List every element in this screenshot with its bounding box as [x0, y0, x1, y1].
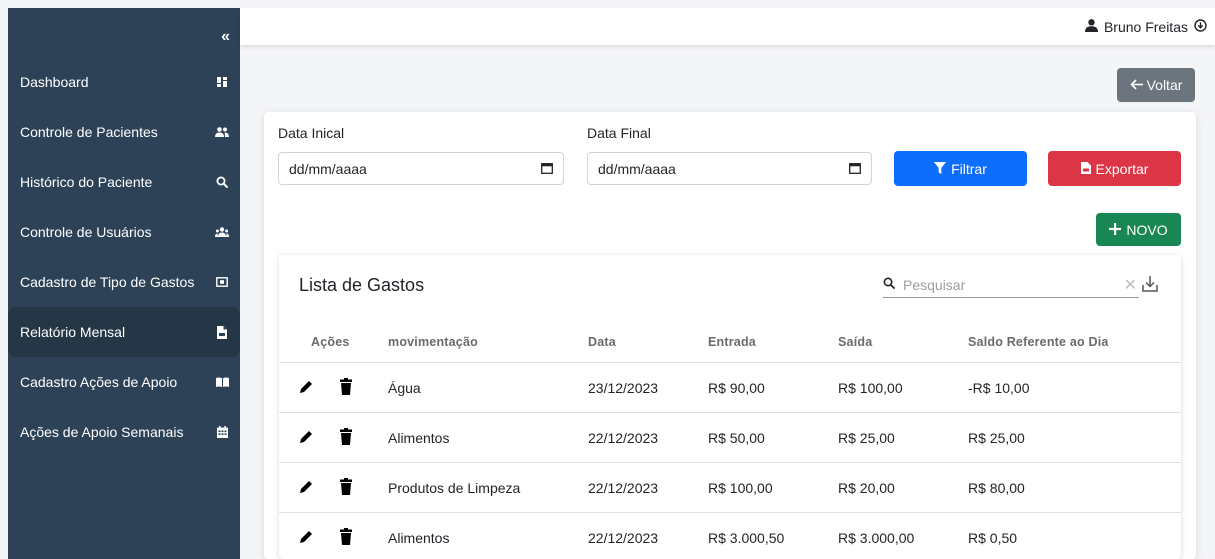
cell-saldo: -R$ 10,00: [968, 380, 1030, 396]
edit-icon[interactable]: [298, 378, 314, 400]
calendar-icon[interactable]: [541, 161, 553, 177]
table-row: [279, 413, 1181, 463]
cell-data: 22/12/2023: [588, 480, 659, 496]
table-header: [279, 321, 1181, 363]
book-icon: [214, 374, 230, 390]
sidebar-item-label: Controle de Pacientes: [20, 124, 158, 140]
user-name: Bruno Freitas: [1103, 19, 1188, 35]
trash-icon[interactable]: [340, 378, 352, 400]
sidebar-item-cadastro-acoes-apoio[interactable]: [8, 357, 240, 407]
filter-button[interactable]: [894, 151, 1027, 186]
new-button-label: NOVO: [1126, 221, 1168, 238]
user-menu[interactable]: [1085, 19, 1207, 35]
table-row: [279, 463, 1181, 513]
edit-icon[interactable]: [298, 428, 314, 450]
cell-data: 23/12/2023: [588, 380, 659, 396]
new-button[interactable]: [1096, 213, 1181, 246]
close-icon[interactable]: ✕: [1123, 276, 1137, 294]
file-pdf-icon: [1081, 161, 1091, 177]
cell-movimentacao: Alimentos: [388, 430, 450, 446]
top-bar: [240, 8, 1215, 45]
search-placeholder: Pesquisar: [903, 276, 966, 293]
column-header-saida[interactable]: Saída: [838, 335, 873, 349]
filter-button-label: Filtrar: [951, 160, 987, 177]
expenses-table-card: [279, 255, 1181, 559]
arrow-left-icon: [1130, 77, 1143, 93]
users-icon: [214, 124, 230, 140]
cell-entrada: R$ 50,00: [708, 430, 765, 446]
search-icon: [214, 174, 230, 190]
table-title: Lista de Gastos: [299, 275, 425, 295]
cell-saldo: R$ 80,00: [968, 480, 1025, 496]
search-input[interactable]: [883, 272, 1139, 298]
cell-entrada: R$ 3.000,50: [708, 530, 785, 546]
trash-icon[interactable]: [340, 478, 352, 500]
logout-icon[interactable]: [1194, 19, 1207, 35]
table-row: [279, 513, 1181, 559]
back-button[interactable]: [1117, 68, 1195, 102]
trash-icon[interactable]: [340, 428, 352, 450]
edit-icon[interactable]: [298, 528, 314, 550]
search-icon: [883, 276, 895, 294]
column-header-saldo[interactable]: Saldo Referente ao Dia: [968, 335, 1109, 349]
data-inicial-label: Data Inical: [278, 125, 345, 141]
user-icon: [1085, 19, 1098, 35]
data-inicial-placeholder: dd/mm/aaaa: [289, 160, 367, 177]
plus-icon: [1109, 222, 1121, 238]
calendar-icon[interactable]: [849, 161, 861, 177]
sidebar-item-controle-usuarios[interactable]: [8, 207, 240, 257]
cell-saldo: R$ 0,50: [968, 530, 1018, 546]
sidebar-item-historico-paciente[interactable]: [8, 157, 240, 207]
sidebar-item-label: Dashboard: [20, 74, 89, 90]
sidebar-item-dashboard[interactable]: [8, 57, 240, 107]
sidebar-item-label: Ações de Apoio Semanais: [20, 424, 184, 440]
cell-data: 22/12/2023: [588, 530, 659, 546]
sidebar-item-label: Controle de Usuários: [20, 224, 152, 240]
export-button-label: Exportar: [1095, 160, 1149, 177]
sidebar-item-label: Cadastro Ações de Apoio: [20, 374, 178, 390]
cell-data: 22/12/2023: [588, 430, 659, 446]
sidebar: [8, 8, 240, 559]
sidebar-item-label: Cadastro de Tipo de Gastos: [20, 274, 195, 290]
cell-saida: R$ 3.000,00: [838, 530, 915, 546]
sidebar-item-cadastro-tipo-gastos[interactable]: [8, 257, 240, 307]
trash-icon[interactable]: [340, 528, 352, 550]
column-header-movimentacao[interactable]: movimentação: [388, 335, 478, 349]
cell-movimentacao: Produtos de Limpeza: [388, 480, 521, 496]
back-button-label: Voltar: [1146, 77, 1183, 93]
data-final-input[interactable]: [587, 152, 872, 185]
cell-saida: R$ 20,00: [838, 480, 895, 496]
dashboard-icon: [214, 74, 230, 90]
sidebar-nav: [8, 57, 240, 457]
cell-saida: R$ 25,00: [838, 430, 895, 446]
cell-movimentacao: Alimentos: [388, 530, 450, 546]
export-button[interactable]: [1048, 151, 1181, 186]
column-header-acoes[interactable]: Ações: [311, 335, 350, 349]
cell-saida: R$ 100,00: [838, 380, 903, 396]
user-group-icon: [214, 224, 230, 240]
sidebar-item-label: Histórico do Paciente: [20, 174, 153, 190]
collapse-sidebar-button[interactable]: «: [221, 28, 230, 45]
column-header-data[interactable]: Data: [588, 335, 616, 349]
money-icon: [214, 274, 230, 290]
edit-icon[interactable]: [298, 478, 314, 500]
calendar-icon: [214, 424, 230, 440]
download-icon[interactable]: [1141, 275, 1159, 298]
cell-saldo: R$ 25,00: [968, 430, 1025, 446]
data-final-placeholder: dd/mm/aaaa: [598, 160, 676, 177]
sidebar-item-relatorio-mensal[interactable]: [8, 307, 240, 357]
table-row: [279, 363, 1181, 413]
sidebar-item-acoes-apoio-semanais[interactable]: [8, 407, 240, 457]
cell-entrada: R$ 90,00: [708, 380, 765, 396]
file-icon: [214, 324, 230, 340]
data-final-label: Data Final: [587, 125, 651, 141]
sidebar-item-label: Relatório Mensal: [20, 324, 126, 340]
column-header-entrada[interactable]: Entrada: [708, 335, 756, 349]
cell-movimentacao: Água: [388, 380, 421, 396]
sidebar-item-controle-pacientes[interactable]: [8, 107, 240, 157]
data-inicial-input[interactable]: [278, 152, 564, 185]
cell-entrada: R$ 100,00: [708, 480, 773, 496]
filter-icon: [934, 161, 946, 177]
